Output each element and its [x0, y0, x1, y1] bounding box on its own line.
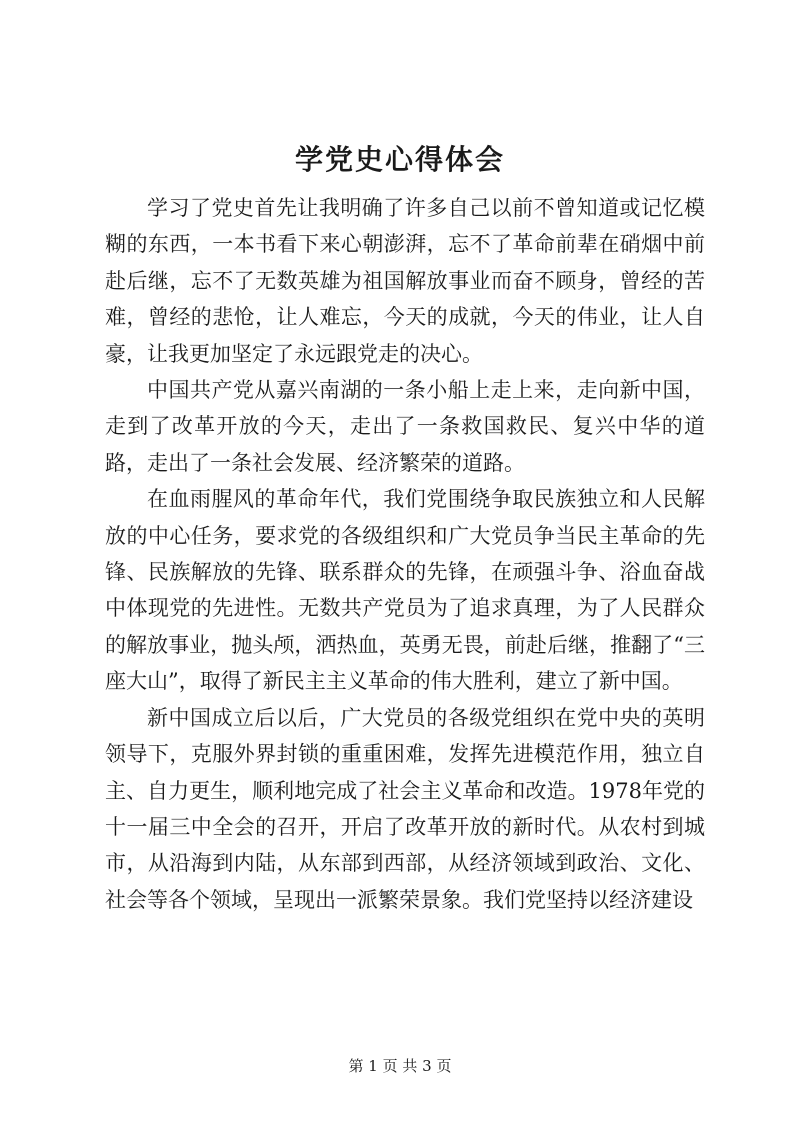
document-title: 学党史心得体会 — [294, 143, 505, 176]
document-body — [105, 190, 705, 918]
paragraph-3: 在血雨腥风的革命年代，我们党围绕争取民族独立和人民解放的中心任务，要求党的各级组织和广大党员争当民主革命的先锋、民族解放的先锋、联系群众的先锋，在顽强斗争、浴血奋战中体现党的先进性。无数共产党员为了追求真理，为了人民群众的解放事业，抛头颅，洒热血，英勇无畏，前赴后继，推翻了“三座大山”，取得了新民主主义革命的伟大胜利，建立了新中国。 — [105, 487, 705, 694]
paragraph-2: 中国共产党从嘉兴南湖的一条小船上走上来，走向新中国，走到了改革开放的今天，走出了一条救国救民、复兴中华的道路，走出了一条社会发展、经济繁荣的道路。 — [105, 378, 705, 475]
paragraph-4: 新中国成立后以后，广大党员的各级党组织在党中央的英明领导下，克服外界封锁的重重困难，发挥先进模范作用，独立自主、自力更生，顺利地完成了社会主义革命和改造。1978年党的十一届三中全会的召开，开启了改革开放的新时代。从农村到城市，从沿海到内陆，从东部到西部，从经济领域到政治、文化、社会等各个领域，呈现出一派繁荣景象。我们党坚持以经济建设 — [105, 705, 705, 912]
paragraph-1: 学习了党史首先让我明确了许多自己以前不曾知道或记忆模糊的东西，一本书看下来心朝澎湃，忘不了革命前辈在硝烟中前赴后继，忘不了无数英雄为祖国解放事业而奋不顾身，曾经的苦难，曾经的悲怆，让人难忘，今天的成就，今天的伟业，让人自豪，让我更加坚定了永远跟党走的决心。 — [105, 196, 705, 366]
page-footer: 第 1 页 共 3 页 — [348, 1057, 452, 1075]
